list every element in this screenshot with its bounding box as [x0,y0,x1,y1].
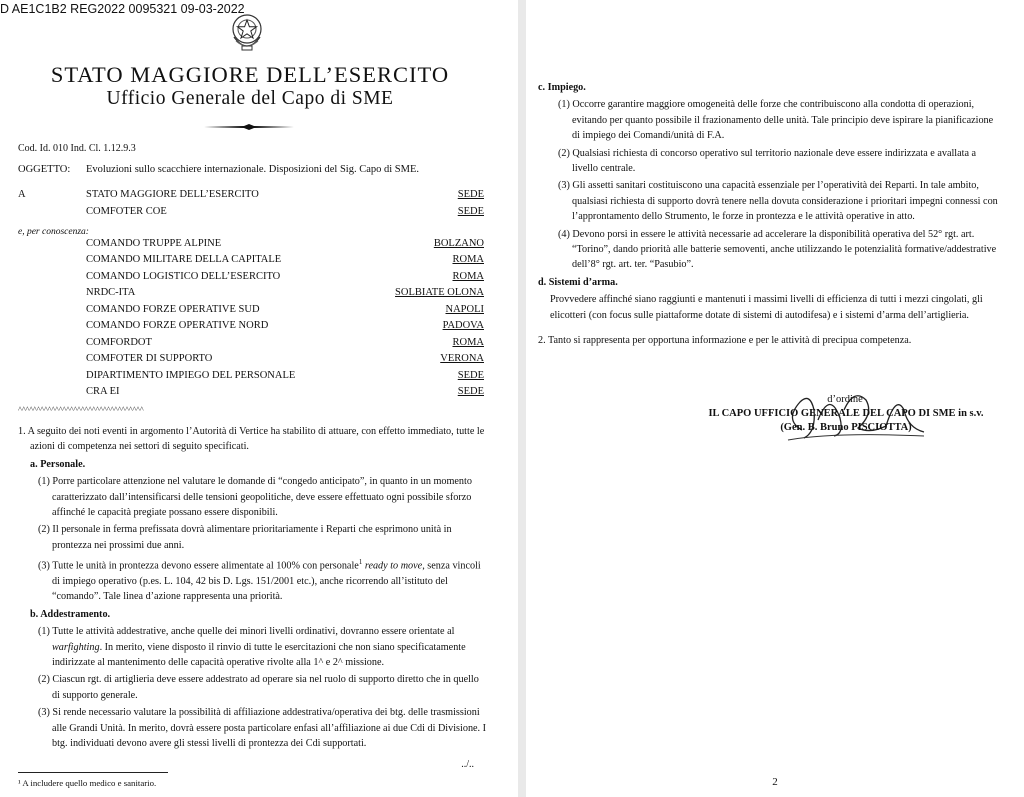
cc-recipient-place: BOLZANO [433,238,484,249]
to-label: A [18,189,26,200]
cc-recipient-place: SEDE [457,386,484,397]
cc-label: e, per conoscenza: [18,227,89,237]
item-a3-post: , senza vincoli di impiego operativo (p.es. L. 104, 42 bis D. Lgs. 151/2001 etc.), anche ricorrendo all’istituto del “comando”. Tale linea d’azione rappresenta una priorità. [52,560,481,603]
heading-personale: a. Personale. [30,458,86,470]
item-b1-post: . In merito, viene disposto il rinvio di tutte le esercitazioni che non siano specificatamente indirizzate al mantenimento delle capacità operative rivolte alla 1^ e 2^ missione. [52,641,466,669]
cc-recipient-name: COMANDO FORZE OPERATIVE SUD [86,304,260,315]
document-page-2 [526,0,1024,797]
signatory-name: (Gen. B. Bruno PISCIOTTA) [780,422,912,433]
cc-recipient-place: ROMA [452,337,484,348]
document-subtitle: Ufficio Generale del Capo di SME [106,88,394,109]
paragraph-1: 1. A seguito dei noti eventi in argomento l’Autorità di Vertice ha stabilito di attuare, con effetto immediato, tutte le azioni di competenza nei settori di seguito specificati. [18,426,485,453]
heading-addestramento: b. Addestramento. [30,608,111,620]
item-d-text: Provvedere affinché siano raggiunti e mantenuti i massimi livelli di efficienza di tutti i mezzi cingolati, gli elicotteri (con focus sulle piattaforme dotate di sistemi di autodifesa) e i sistemi d’arma dell’artiglieria. [550,294,983,321]
cc-recipient-name: COMANDO TRUPPE ALPINE [86,238,222,249]
item-b3: (3) Si rende necessario valutare la possibilità di affiliazione addestrativa/operativa dei btg. delle trasmissioni alle Grandi Unità. In merito, dovrà essere posta particolare enfasi all’affiliazione ai due Cdi di Divisione. I btg. individuati devono avere gli stessi livelli di prontezza dei Cdi supportati. [38,707,487,750]
subject-label: OGGETTO: [18,164,71,175]
cc-recipient-name: COMFOTER DI SUPPORTO [86,353,213,364]
recipient-name: COMFOTER COE [86,206,167,217]
item-b2: (2) Ciascun rgt. di artiglieria deve essere addestrato ad operare sia nel ruolo di supporto diretto che in quello di supporto generale. [38,674,479,701]
heading-impiego: c. Impiego. [538,82,586,93]
cc-recipient-name: COMFORDOT [86,337,152,348]
cc-recipient-name: COMANDO LOGISTICO DELL’ESERCITO [86,271,281,282]
signatory-title: IL CAPO UFFICIO GENERALE DEL CAPO DI SME in s.v. [708,408,984,419]
cc-recipient-name: DIPARTIMENTO IMPIEGO DEL PERSONALE [86,370,296,381]
title-ornament-rule [204,124,294,130]
item-c2: (2) Qualsiasi richiesta di concorso operativo sul territorio nazionale deve essere indirizzata e avallata a livello centrale. [558,147,977,175]
cc-recipient-place: VERONA [440,353,484,364]
paragraph-2: 2. Tanto si rappresenta per opportuna informazione e per le attività di precipua competenza. [538,335,912,347]
cc-recipient-name: COMANDO MILITARE DELLA CAPITALE [86,254,282,265]
cc-recipient-name: NRDC-ITA [86,287,136,298]
item-a3-emphasis: ready to move [362,560,423,572]
cc-recipient-place: PADOVA [442,320,484,331]
recipient-place: SEDE [457,189,484,200]
cc-recipient-place: NAPOLI [445,304,484,315]
cc-recipient-place: ROMA [452,271,484,282]
recipient-place: SEDE [457,206,484,217]
item-c1: (1) Occorre garantire maggiore omogeneità delle forze che contribuiscono alla condotta di operazioni, evitando per quanto possibile il frazionamento delle unità. Tale principio deve ispirare la pianificazione di impiego dei Comandi/unità di F.A. [558,99,994,142]
cc-recipient-place: SOLBIATE OLONA [395,287,484,298]
subject-text: Evoluzioni sullo scacchiere internazionale. Disposizioni del Sig. Capo di SME. [86,164,420,175]
cc-recipient-name: CRA EI [86,386,120,397]
item-c3: (3) Gli assetti sanitari costituiscono una capacità essenziale per l’operatività dei Reparti. In tale ambito, qualsiasi richiesta di supporto dovrà tenere nella dovuta considerazione i prioritari impegni connessi con l’approntamento dello Strumento, le forze in prontezza e le attività operative in atto. [558,180,998,223]
recipient-name: STATO MAGGIORE DELL’ESERCITO [86,189,259,200]
document-title: STATO MAGGIORE DELL’ESERCITO [50,62,450,87]
cc-recipient-place: SEDE [457,370,484,381]
body-text-page-2 [538,80,1000,351]
item-a3-pre: (3) Tutte le unità in prontezza devono essere alimentate al 100% con personale [38,560,359,572]
section-separator: ^^^^^^^^^^^^^^^^^^^^^^^^^^^^^^^^^^ [18,404,144,414]
item-b1 [18,624,488,670]
continued-marker: ../.. [461,759,474,770]
heading-sistemi-arma: d. Sistemi d’arma. [538,276,618,288]
item-a1: (1) Porre particolare attenzione nel valutare le domande di “congedo anticipato”, in quanto in un momento caratterizzato dall’intensificarsi delle tensioni geopolitiche, deve essere effettuato ogni possibile sforzo affinché le capacità pregiate possano essere disponibili. [38,476,472,519]
republic-emblem-icon [229,11,265,53]
item-b1-pre: (1) Tutte le attività addestrative, anche quelle dei minori livelli ordinativi, dovranno essere orientate al [38,626,455,638]
item-b1-emphasis: warfighting [52,641,100,653]
item-c4: (4) Devono porsi in essere le attività necessarie ad accelerare la disponibilità operativa del 52° rgt. art. “Torino”, dando priorità alle batterie semoventi, anche utilizzando le potenzialità formative/addestrative dell’8° rgt. art. ter. “Pasubio”. [558,228,997,271]
signature-order-note: d’ordine [827,394,863,405]
document-code: Cod. Id. 010 Ind. Cl. 1.12.9.3 [18,143,136,154]
cc-recipient-name: COMANDO FORZE OPERATIVE NORD [86,320,269,331]
protocol-number: D AE1C1B2 REG2022 0095321 09-03-2022 [0,2,245,16]
cc-recipient-place: ROMA [452,254,484,265]
page-number: 2 [772,776,778,788]
footnote-rule [18,772,168,773]
item-a2: (2) Il personale in ferma prefissata dovrà alimentare prioritariamente i Reparti che esprimono unità in prontezza nei prossimi due anni. [38,524,452,551]
footnote-text: ¹ A includere quello medico e sanitario. [18,778,157,788]
footnote-ref: 1 [358,558,363,567]
item-a3 [18,555,488,605]
body-text-page-1 [18,424,488,754]
